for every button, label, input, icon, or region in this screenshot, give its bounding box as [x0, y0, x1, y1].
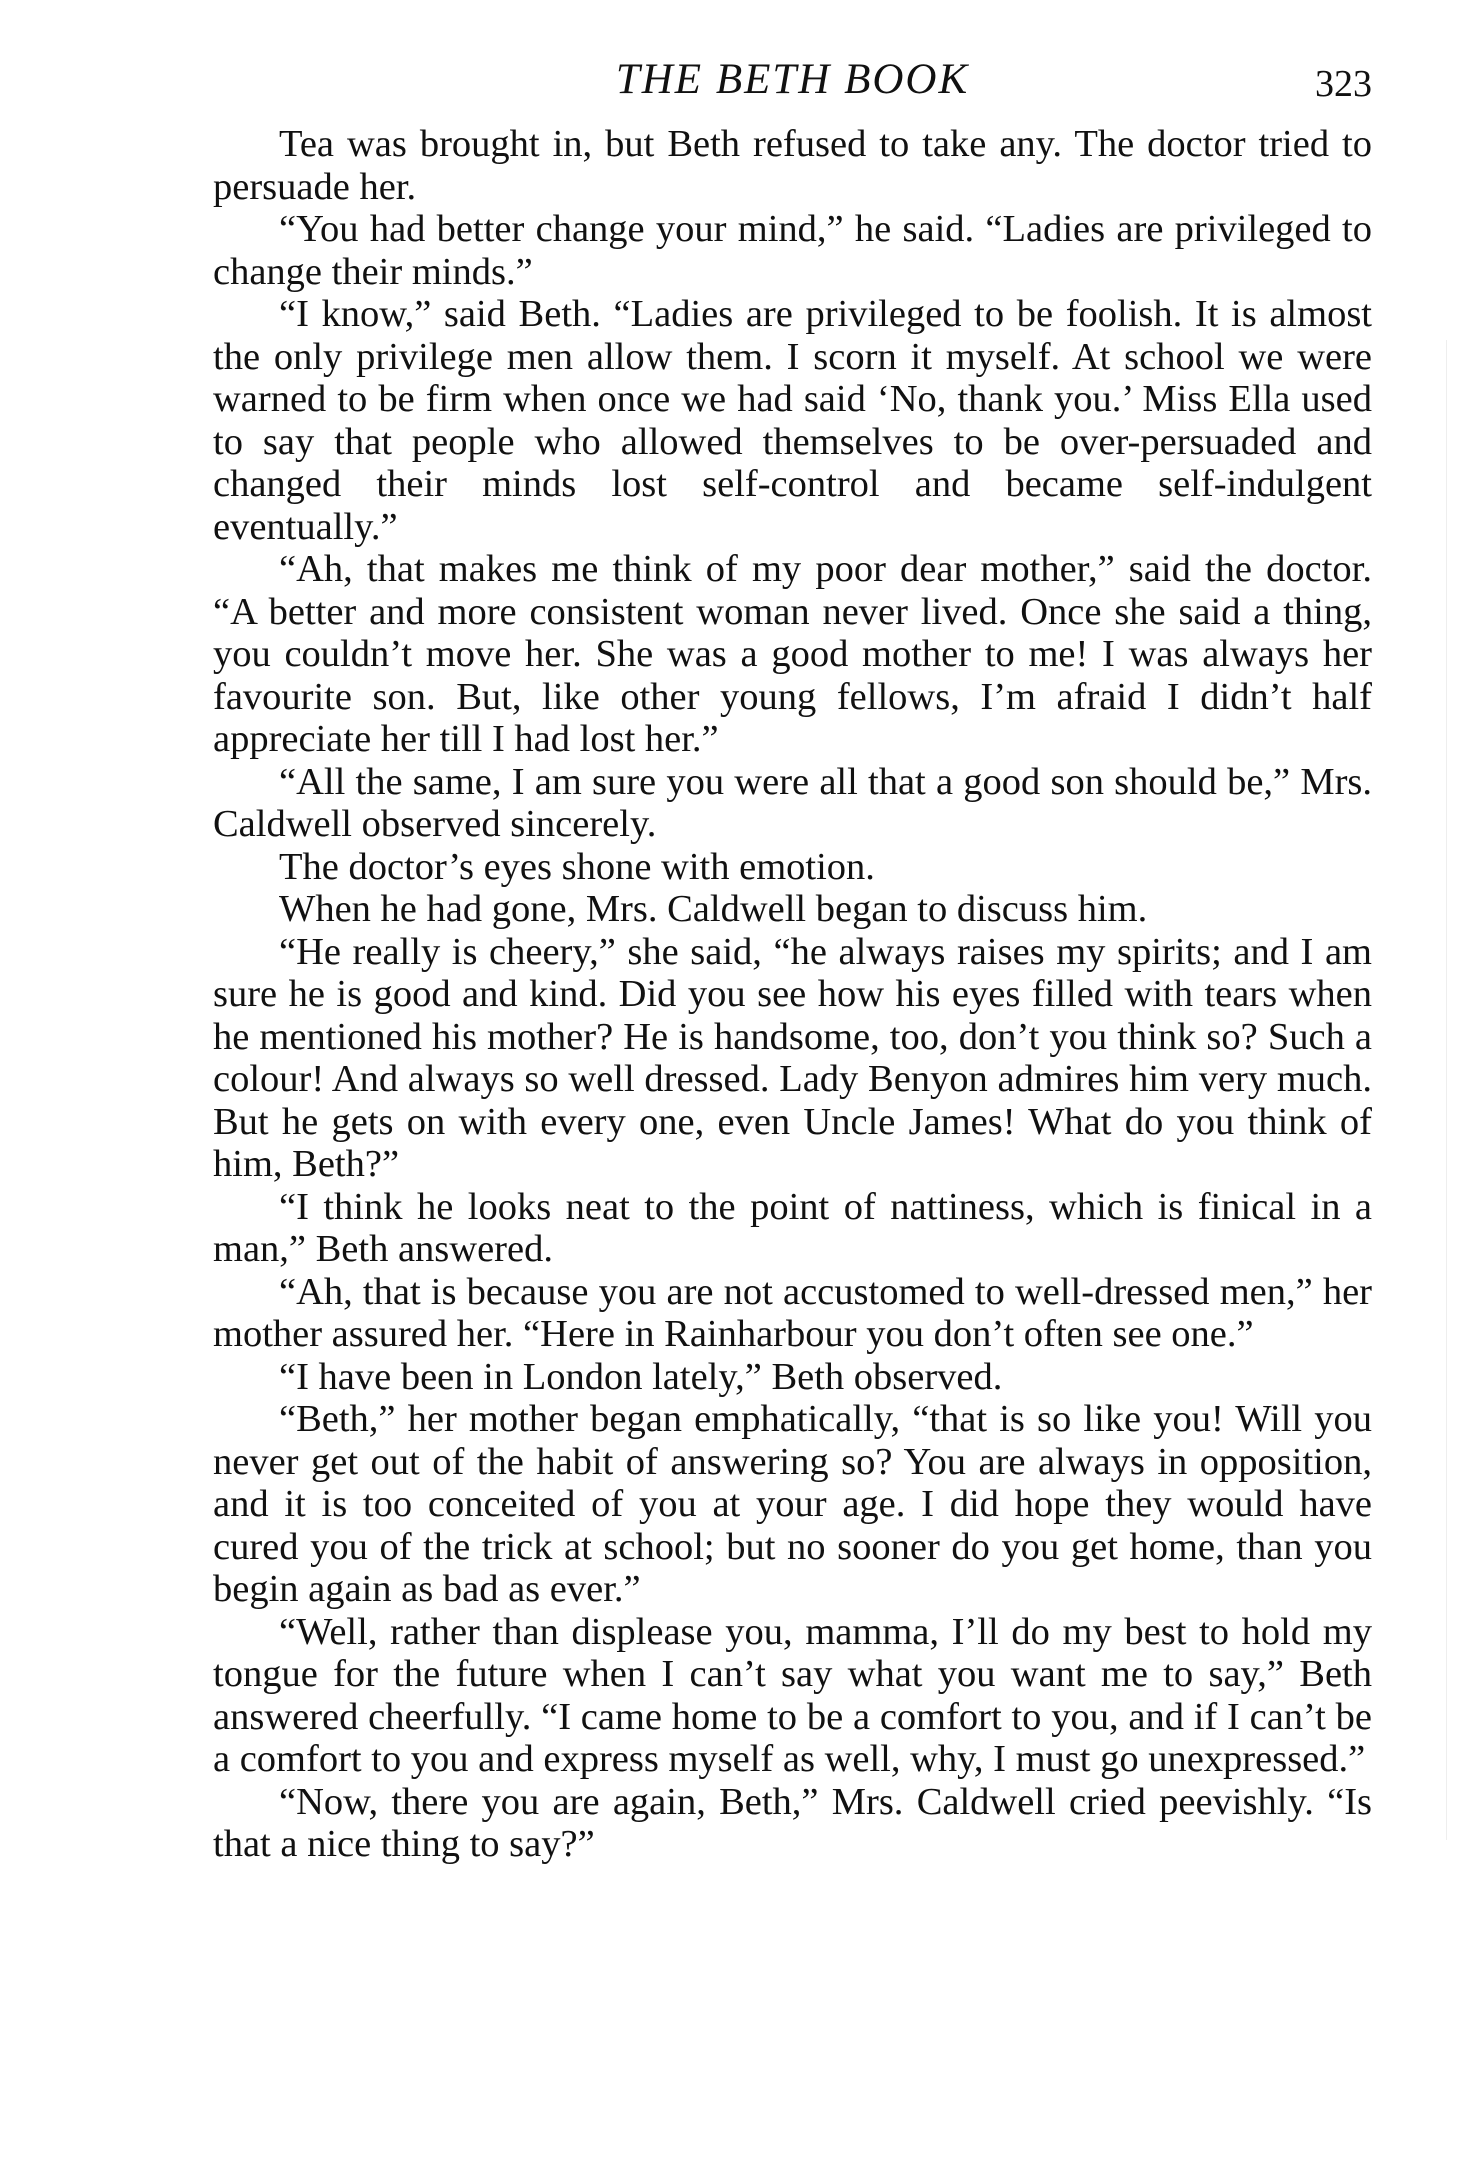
running-head — [213, 52, 1372, 108]
paragraph-11: “I have been in London lately,” Beth observed. — [279, 1355, 1003, 1398]
paragraph-1: Tea was brought in, but Beth refused to take any. The doctor tried to persuade her. — [213, 123, 1372, 208]
paragraph-9: “I think he looks neat to the point of nattiness, which is finical in a man,” Beth answered. — [213, 1185, 1372, 1270]
paragraph-13: “Well, rather than displease you, mamma, I’ll do my best to hold my tongue for the future when I can’t say what you want me to say,” Beth answered cheerfully. “I came home to be a comfort to you, and if I can’t be a comfort to you and express myself as well, why, I must go unexpressed.” — [213, 1610, 1372, 1780]
page-edge-line — [1446, 340, 1447, 1840]
paragraph-14: “Now, there you are again, Beth,” Mrs. Caldwell cried peevishly. “Is that a nice thing to say?” — [213, 1780, 1372, 1865]
paragraph-10: “Ah, that is because you are not accustomed to well-dressed men,” her mother assured her. “Here in Rainharbour you don’t often see one.” — [213, 1270, 1372, 1355]
paragraph-12: “Beth,” her mother began emphatically, “that is so like you! Will you never get out of the habit of answering so? You are always in opposition, and it is too conceited of you at your age. I did hope they would have cured you of the trick at school; but no sooner do you get home, than you begin again as bad as ever.” — [213, 1398, 1372, 1610]
paragraph-7: When he had gone, Mrs. Caldwell began to discuss him. — [279, 888, 1148, 930]
running-title: THE BETH BOOK — [615, 56, 970, 103]
page-number: 323 — [1315, 63, 1372, 105]
paragraph-8: “He really is cheery,” she said, “he always raises my spirits; and I am sure he is good and kind. Did you see how his eyes filled with tears when he mentioned his mother? He is handsome, too, don’t you think so? Such a colour! And always so well dressed. Lady Benyon admires him very much. But he gets on with every one, even Uncle James! What do you think of him, Beth?” — [213, 930, 1372, 1185]
paragraph-6: The doctor’s eyes shone with emotion. — [279, 845, 875, 888]
paragraph-2: “You had better change your mind,” he said. “Ladies are privileged to change their minds.” — [213, 208, 1372, 293]
paragraph-5: “All the same, I am sure you were all that a good son should be,” Mrs. Caldwell observed sincerely. — [213, 760, 1372, 845]
body-text — [213, 123, 1372, 1866]
paragraph-4: “Ah, that makes me think of my poor dear mother,” said the doctor. “A better and more consistent woman never lived. Once she said a thing, you couldn’t move her. She was a good mother to me! I was always her favourite son. But, like other young fellows, I’m afraid I didn’t half appreciate her till I had lost her.” — [213, 548, 1372, 760]
paragraph-3: “I know,” said Beth. “Ladies are privileged to be foolish. It is almost the only privilege men allow them. I scorn it myself. At school we were warned to be firm when once we had said ‘No, thank you.’ Miss Ella used to say that people who allowed themselves to be over-persuaded and changed their minds lost self-control and became self-indulgent eventually.” — [213, 293, 1372, 548]
